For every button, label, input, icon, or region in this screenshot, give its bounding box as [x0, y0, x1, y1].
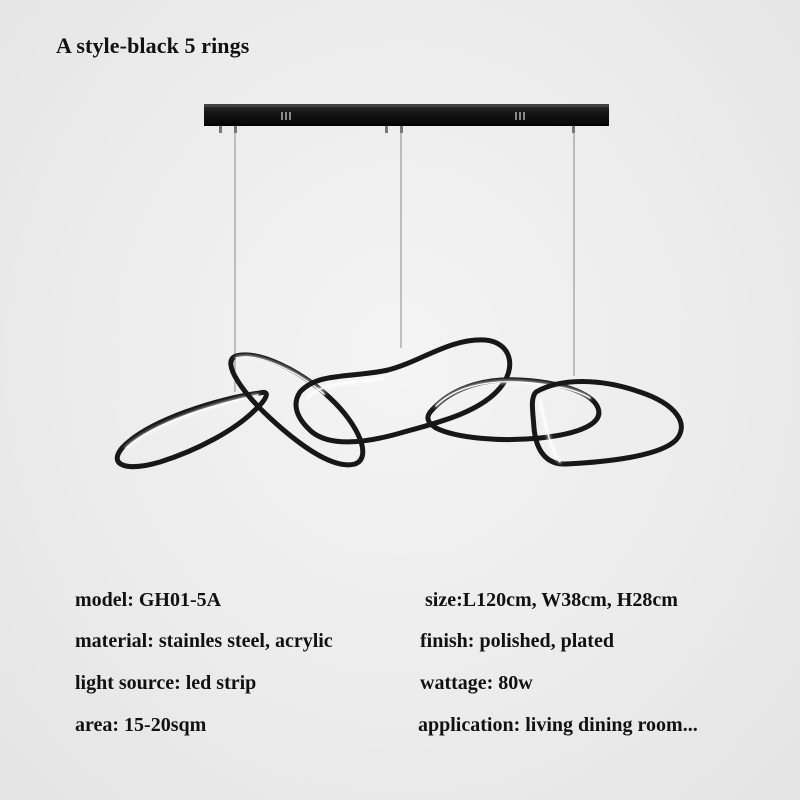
- spec-model: model: GH01-5A: [75, 589, 222, 611]
- spec-area: area: 15-20sqm: [75, 714, 207, 736]
- spec-material: material: stainles steel, acrylic: [75, 630, 333, 652]
- product-title: A style-black 5 rings: [56, 33, 250, 58]
- rings: [117, 340, 681, 467]
- spec-light-source: light source: led strip: [75, 672, 257, 694]
- spec-application: application: living dining room...: [418, 714, 698, 736]
- ring-3: [296, 340, 510, 442]
- ceiling-canopy: [204, 104, 609, 133]
- ring-1: [117, 392, 266, 466]
- spec-wattage: wattage: 80w: [420, 672, 533, 694]
- suspension-wires: [235, 133, 574, 392]
- spec-size: size:L120cm, W38cm, H28cm: [425, 589, 678, 611]
- spec-finish: finish: polished, plated: [420, 630, 614, 652]
- ring-4: [428, 380, 599, 440]
